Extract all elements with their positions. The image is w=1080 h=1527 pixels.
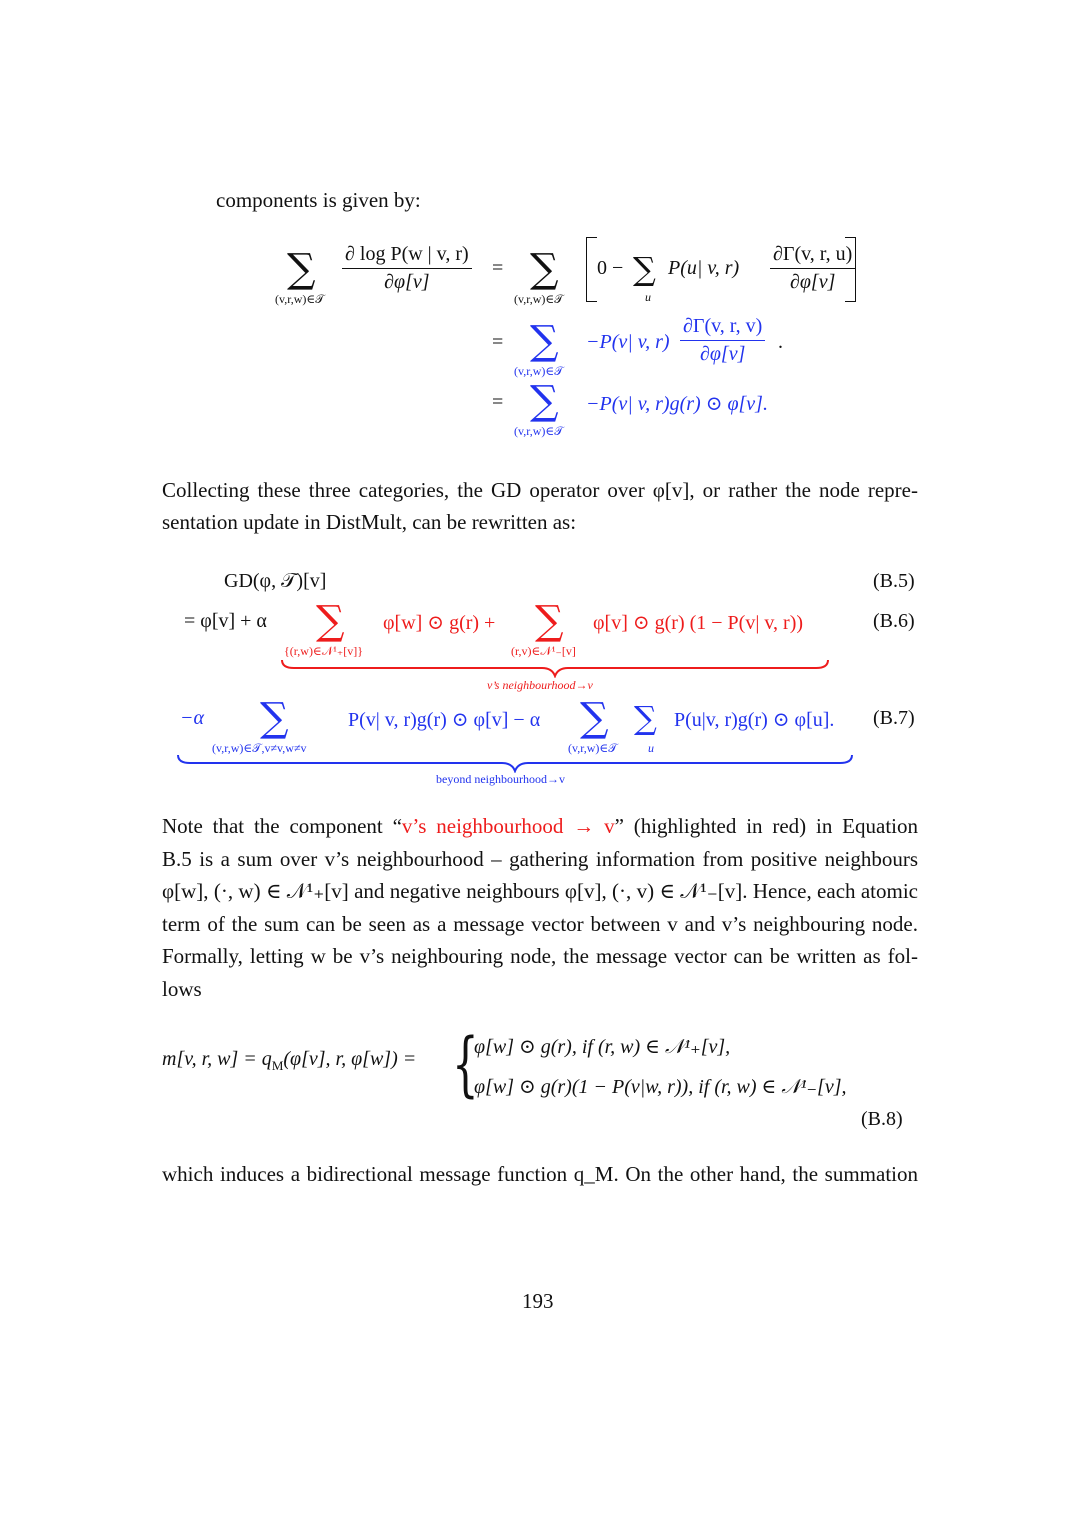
sum-symbol: ∑: [316, 598, 345, 644]
inner-term: P(u| v, r): [668, 257, 740, 279]
paragraph-line: Formally, letting w be v’s neighbouring node, the message vector can be written as fol-: [162, 944, 918, 968]
sum-symbol: ∑: [535, 598, 564, 644]
sum-subscript: (v,r,w)∈𝒯: [275, 292, 325, 306]
b8-lhs: m[v, r, $w] = q_M(\varphi[v]$, r, φ[w]) =: [162, 1048, 417, 1073]
underbrace-label: v’s neighbourhood→v: [487, 678, 593, 692]
case-1: φ[w] ⊙ g(r), if (r, w) ∈ 𝒩¹₊[v],: [474, 1036, 731, 1058]
inner-zero: 0 −: [597, 257, 624, 279]
sum-subscript: (v,r,w)∈𝒯: [514, 292, 564, 306]
sum-symbol: ∑: [530, 378, 559, 424]
paragraph-line: Collecting these three categories, the GD operator over φ[v], or rather the node repre-: [162, 478, 918, 502]
sum-symbol: ∑: [287, 246, 316, 292]
sum-symbol: ∑: [530, 318, 559, 364]
b6-term2: φ[v] ⊙ g(r) (1 − P(v| v, r)): [593, 612, 804, 634]
sum-symbol: ∑: [260, 695, 289, 741]
b6-start: = φ[v] + α: [184, 610, 267, 632]
inner-fraction: $\frac{\partial\Gamma(v, r, u)}{\partial\varphi[v]}$: [770, 243, 855, 294]
paragraph-line: φ[w], (·, w) ∈ 𝒩¹₊[v] and negative neighbours φ[v], (·, v) ∈ 𝒩¹₋[v]. Hence, each atomic: [162, 879, 918, 903]
intro-text: components is given by:: [216, 188, 421, 212]
equation-number: (B.5): [873, 570, 915, 592]
b7-term1: P(v| v, r)g(r) ⊙ φ[v] − α: [348, 709, 541, 731]
paragraph-line: term of the sum can be seen as a message vector between v and v’s neighbouring node.: [162, 912, 918, 936]
b7-term2: P(u|v, r)g(r) ⊙ φ[u].: [674, 709, 835, 731]
b5-lhs: GD(φ, 𝒯)[v]: [224, 570, 327, 592]
sum-symbol: ∑: [580, 695, 609, 741]
equals-sign: =: [492, 331, 504, 353]
sum-subscript: u: [645, 290, 651, 304]
sum-subscript: (v,r,w)∈𝒯: [514, 424, 564, 438]
lhs-fraction: $\frac{\text{∂ log P(w | v, r)}}{\partial\varphi[v]}$: [342, 243, 472, 294]
sum-subscript: u: [648, 741, 654, 755]
paragraph-line: lows: [162, 977, 202, 1001]
sum-symbol: ∑: [530, 246, 559, 292]
period: .: [778, 331, 783, 353]
equals-sign: =: [492, 257, 504, 279]
equals-sign: =: [492, 391, 504, 413]
equation-number: (B.6): [873, 610, 915, 632]
paragraph-line: B.5 is a sum over v’s neighbourhood – gathering information from positive neighbours: [162, 847, 918, 871]
highlight-red: v’s neighbourhood → v: [401, 814, 615, 838]
paragraph-line: Note that the component “v’s neighbourhood → v” (highlighted in red) in Equation: [162, 814, 918, 838]
sum-symbol: ∑: [634, 699, 657, 737]
paragraph-line: which induces a bidirectional message function q_M. On the other hand, the summation: [162, 1162, 918, 1186]
sum-subscript: {(r,w)∈𝒩¹₊[v]}: [284, 644, 363, 658]
b6-term1: φ[w] ⊙ g(r) +: [383, 612, 496, 634]
b7-start: −α: [180, 707, 204, 729]
underbrace-label: beyond neighbourhood→v: [436, 772, 565, 786]
equation-number: (B.7): [873, 707, 915, 729]
line2-fraction: $\frac{\partial\Gamma(v, r, v)}{\partial\varphi[v]}$: [680, 315, 765, 366]
line3-term: −P(v| v, r)g(r) ⊙ φ[v].: [586, 393, 768, 415]
sum-subscript: (r,v)∈𝒩¹₋[v]: [511, 644, 576, 658]
equation-number: (B.8): [861, 1108, 903, 1130]
left-bracket: [586, 237, 597, 302]
sum-subscript: (v,r,w)∈𝒯,v≠v,w≠v: [212, 741, 307, 755]
case-2: φ[w] ⊙ g(r)(1 − P(v|w, r)), if (r, w) ∈ 𝒩¹₋[v],: [474, 1076, 847, 1098]
page-number: 193: [522, 1289, 554, 1313]
underbrace-blue: [176, 753, 854, 773]
sum-subscript: (v,r,w)∈𝒯: [514, 364, 564, 378]
underbrace-red: [280, 658, 830, 678]
line2-term: −P(v| v, r): [586, 331, 670, 353]
sum-symbol: ∑: [633, 250, 656, 288]
left-curly-brace: {: [452, 1023, 479, 1105]
paragraph-line: sentation update in DistMult, can be rewritten as:: [162, 510, 577, 534]
sum-subscript: (v,r,w)∈𝒯: [568, 741, 618, 755]
